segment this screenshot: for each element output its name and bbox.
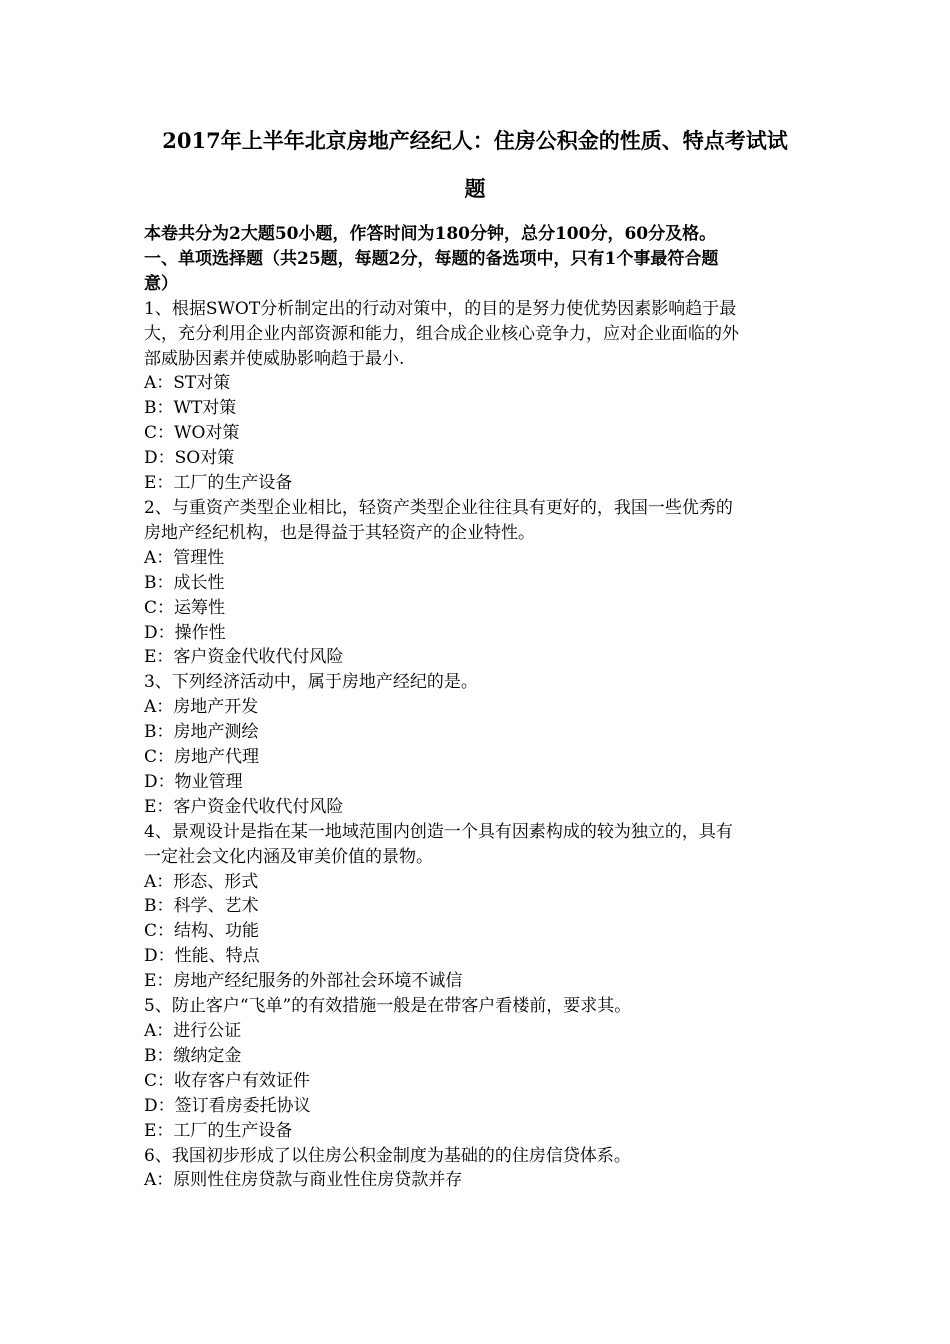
question-4-option-e: E：房地产经纪服务的外部社会环境不诚信 (144, 971, 463, 992)
question-3-text-line-1: 3、下列经济活动中，属于房地产经纪的是。 (144, 672, 478, 693)
question-2-text-line-1: 2、与重资产类型企业相比，轻资产类型企业往往具有更好的，我国一些优秀的 (144, 497, 733, 518)
document-title-line-2: 题 (464, 176, 486, 201)
section-heading-line-2: 意） (144, 273, 178, 294)
question-4-option-d: D：性能、特点 (144, 946, 260, 967)
question-1-option-b: B：WT对策 (144, 398, 237, 419)
question-5-option-c: C：收存客户有效证件 (144, 1070, 311, 1091)
question-1-option-c: C：WO对策 (144, 423, 240, 444)
question-1-text-line-1: 1、根据SWOT分析制定出的行动对策中，的目的是努力使优势因素影响趋于最 (144, 298, 737, 319)
question-5-option-e: E：工厂的生产设备 (144, 1120, 293, 1141)
question-2-option-b: B：成长性 (144, 572, 225, 593)
exam-intro: 本卷共分为2大题50小题，作答时间为180分钟，总分100分，60分及格。 (144, 224, 717, 244)
section-heading-line-1: 一、单项选择题（共25题，每题2分，每题的备选项中，只有1个事最符合题 (144, 248, 719, 269)
question-2-option-c: C：运筹性 (144, 597, 226, 618)
question-6-text-line-1: 6、我国初步形成了以住房公积金制度为基础的的住房信贷体系。 (144, 1145, 631, 1166)
question-1-option-d: D：SO对策 (144, 448, 235, 469)
document-body (144, 222, 808, 1193)
question-2-option-e: E：客户资金代收代付风险 (144, 647, 344, 668)
question-1-text-line-3: 部威胁因素并使威胁影响趋于最小. (144, 348, 405, 369)
question-4-text-line-2: 一定社会文化内涵及审美价值的景物。 (144, 846, 433, 867)
question-1-text-line-2: 大，充分利用企业内部资源和能力，组合成企业核心竞争力，应对企业面临的外 (144, 323, 739, 344)
question-5-option-d: D：签订看房委托协议 (144, 1095, 311, 1116)
question-4-option-b: B：科学、艺术 (144, 896, 259, 917)
question-3-option-a: A：房地产开发 (144, 697, 259, 718)
question-3-option-d: D：物业管理 (144, 771, 243, 792)
question-5-text-line-1: 5、防止客户“飞单”的有效措施一般是在带客户看楼前，要求其。 (144, 996, 632, 1017)
question-3-option-e: E：客户资金代收代付风险 (144, 796, 344, 817)
question-2-text-line-2: 房地产经纪机构，也是得益于其轻资产的企业特性。 (144, 522, 535, 543)
question-2-option-d: D：操作性 (144, 622, 226, 643)
question-1-option-a: A：ST对策 (144, 373, 231, 394)
question-3-option-c: C：房地产代理 (144, 747, 260, 768)
question-2-option-a: A：管理性 (144, 547, 225, 568)
question-4-text-line-1: 4、景观设计是指在某一地域范围内创造一个具有因素构成的较为独立的，具有 (144, 821, 733, 842)
document-title-line-1: 2017年上半年北京房地产经纪人：住房公积金的性质、特点考试试 (162, 128, 788, 153)
question-3-option-b: B：房地产测绘 (144, 722, 259, 743)
question-5-option-b: B：缴纳定金 (144, 1045, 242, 1066)
question-6-option-a: A：原则性住房贷款与商业性住房贷款并存 (144, 1170, 463, 1191)
question-4-option-c: C：结构、功能 (144, 921, 260, 942)
question-4-option-a: A：形态、形式 (144, 871, 259, 892)
question-5-option-a: A：进行公证 (144, 1021, 242, 1041)
question-1-option-e: E：工厂的生产设备 (144, 473, 293, 494)
